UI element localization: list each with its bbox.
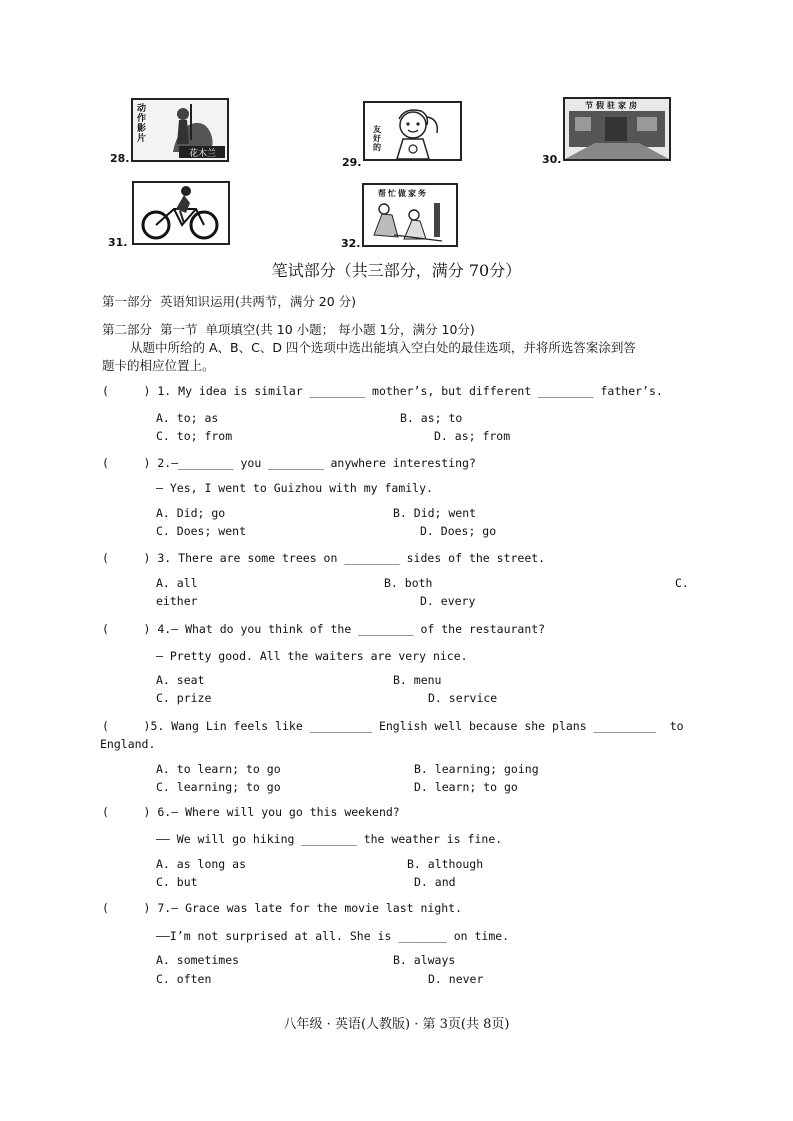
picture-31-number: 31. (108, 236, 128, 249)
picture-30-number: 30. (542, 153, 562, 166)
question-4-reply: — Pretty good. All the waiters are very nice. (156, 649, 468, 663)
question-6-option-d: D. and (414, 875, 456, 889)
section-one-heading: 第二部分 第一节 单项填空(共 10 小题； 每小题 1分，满分 10分) (102, 322, 475, 337)
question-3-option-b: B. both (384, 576, 433, 590)
instruction-line-1: 从题中所给的 A、B、C、D 四个选项中选出能填入空白处的最佳选项，并将所选答案涂到答 (130, 340, 636, 355)
question-4-option-a: A. seat (156, 673, 205, 687)
picture-30 (563, 97, 671, 161)
question-6-option-a: A. as long as (156, 857, 247, 871)
question-1-option-b: B. as; to (400, 411, 463, 425)
question-1-option-c: C. to; from (156, 429, 233, 443)
question-7-reply: ——I’m not surprised at all. She is _______ on time. (156, 929, 510, 943)
question-7-option-d: D. never (428, 972, 484, 986)
question-7-option-a: A. sometimes (156, 953, 240, 967)
question-5-stem-continued: England. (100, 737, 156, 751)
question-6-stem: ( ) 6.— Where will you go this weekend? (102, 805, 400, 819)
question-5-option-d: D. learn; to go (414, 780, 518, 794)
part-one-heading: 第一部分 英语知识运用(共两节，满分 20 分) (102, 294, 357, 309)
picture-30-top-text: 节假驻家房 (585, 101, 640, 110)
page-footer: 八年级 · 英语(人教版) · 第 3页(共 8页) (283, 1017, 510, 1032)
question-6-option-c: C. but (156, 875, 198, 889)
picture-32 (362, 183, 458, 247)
question-1-option-a: A. to; as (156, 411, 219, 425)
question-7-stem: ( ) 7.— Grace was late for the movie last night. (102, 901, 463, 915)
question-3-option-c-label: C. (675, 576, 689, 590)
question-1-stem: ( ) 1. My idea is similar ________ mother’s, but different ________ father’s. (102, 384, 663, 398)
question-3-option-d: D. every (420, 594, 476, 608)
question-7-option-c: C. often (156, 972, 212, 986)
picture-28-number: 28. (110, 152, 130, 165)
picture-29-number: 29. (342, 156, 362, 169)
question-5-option-a: A. to learn; to go (156, 762, 281, 776)
picture-32-number: 32. (341, 237, 361, 250)
question-2-option-d: D. Does; go (420, 524, 497, 538)
question-3-option-c-text: either (156, 594, 198, 608)
picture-28-side-text: 动作影片 (137, 104, 147, 144)
question-5-option-c: C. learning; to go (156, 780, 281, 794)
question-4-option-d: D. service (428, 691, 498, 705)
section-title: 笔试部分（共三部分，满分 70分） (271, 261, 522, 280)
question-6-option-b: B. although (407, 857, 484, 871)
cyclist-illustration (134, 183, 228, 243)
question-3-option-a: A. all (156, 576, 198, 590)
question-3-stem: ( ) 3. There are some trees on ________ sides of the street. (102, 551, 546, 565)
question-2-option-b: B. Did; went (393, 506, 477, 520)
question-4-stem: ( ) 4.— What do you think of the ________ of the restaurant? (102, 622, 546, 636)
picture-29-side-text: 友好的 (373, 125, 381, 152)
question-2-option-a: A. Did; go (156, 506, 226, 520)
picture-28-caption: 花木兰 (189, 149, 217, 159)
instruction-line-2: 题卡的相应位置上。 (102, 358, 215, 373)
question-6-reply: —— We will go hiking ________ the weather is fine. (156, 832, 503, 846)
picture-29 (363, 101, 462, 161)
question-2-reply: — Yes, I went to Guizhou with my family. (156, 481, 433, 495)
question-1-option-d: D. as; from (434, 429, 511, 443)
question-7-option-b: B. always (393, 953, 456, 967)
question-5-option-b: B. learning; going (414, 762, 539, 776)
question-2-option-c: C. Does; went (156, 524, 247, 538)
question-4-option-c: C. prize (156, 691, 212, 705)
picture-28 (131, 98, 229, 162)
question-4-option-b: B. menu (393, 673, 442, 687)
picture-32-top-text: 帮忙做家务 (378, 189, 428, 198)
picture-31 (132, 181, 230, 245)
question-5-stem: ( )5. Wang Lin feels like _________ English well because she plans _________ to (102, 719, 684, 733)
question-2-stem: ( ) 2.—________ you ________ anywhere interesting? (102, 456, 476, 470)
